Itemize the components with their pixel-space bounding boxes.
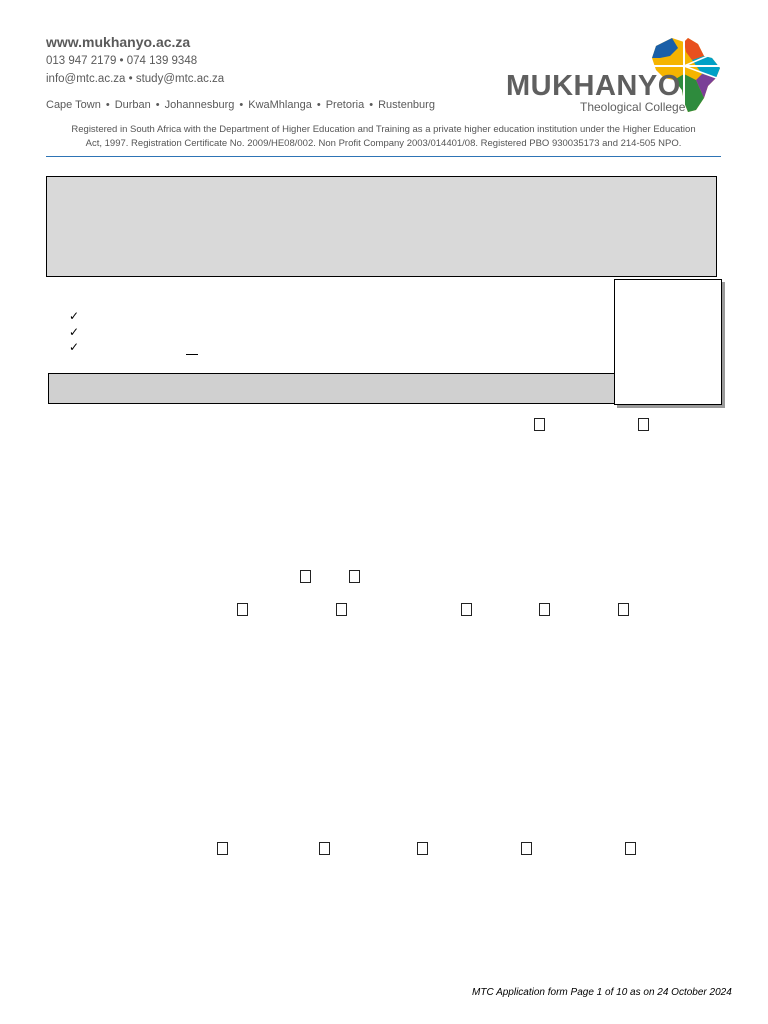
checkbox[interactable] xyxy=(521,842,532,855)
registration-statement xyxy=(46,123,721,151)
form-title-box xyxy=(46,176,717,277)
checkbox[interactable] xyxy=(618,603,629,616)
logo-wordmark: MUKHANYO xyxy=(506,70,681,102)
campus-name: Johannesburg xyxy=(164,99,235,111)
campus-name: KwaMhlanga xyxy=(248,99,312,111)
header-divider xyxy=(46,156,721,157)
passport-photo-box xyxy=(614,279,722,405)
phone-numbers: 013 947 2179 • 074 139 9348 xyxy=(46,55,198,67)
campus-name: Cape Town xyxy=(46,99,101,111)
email-addresses: info@mtc.ac.za • study@mtc.ac.za xyxy=(46,73,225,85)
checkbox[interactable] xyxy=(625,842,636,855)
requirements-checklist xyxy=(69,309,79,356)
separator-dot: • xyxy=(105,99,110,111)
checkbox[interactable] xyxy=(349,570,360,583)
registration-line: Act, 1997. Registration Certificate No. 2009/HE08/002. Non Profit Company 2003/014401/08. Registered PBO 930035173 and 214-505 NPO. xyxy=(85,138,682,149)
checkbox[interactable] xyxy=(237,603,248,616)
separator-dot: • xyxy=(369,99,374,111)
logo-subtitle: Theological College xyxy=(580,100,686,114)
checklist-tick: ✓ xyxy=(69,309,80,323)
section-header-bar xyxy=(48,373,615,404)
checkbox[interactable] xyxy=(300,570,311,583)
checkbox[interactable] xyxy=(461,603,472,616)
separator-dot: • xyxy=(316,99,321,111)
website-url[interactable]: www.mukhanyo.ac.za xyxy=(46,34,191,50)
checkbox[interactable] xyxy=(319,842,330,855)
checkbox[interactable] xyxy=(336,603,347,616)
separator-dot: • xyxy=(155,99,160,111)
checkbox[interactable] xyxy=(417,842,428,855)
registration-line: Registered in South Africa with the Department of Higher Education and Training as a private higher education institution under the Higher Education xyxy=(71,124,696,135)
checkbox[interactable] xyxy=(539,603,550,616)
campus-name: Durban xyxy=(114,99,151,111)
checkbox[interactable] xyxy=(534,418,545,431)
checkbox[interactable] xyxy=(217,842,228,855)
campus-name: Rustenburg xyxy=(378,99,435,111)
separator-dot: • xyxy=(239,99,244,111)
campus-list xyxy=(46,99,435,111)
underline-mark xyxy=(186,354,198,355)
checklist-tick: ✓ xyxy=(69,340,80,354)
college-logo xyxy=(506,34,724,116)
checkbox[interactable] xyxy=(638,418,649,431)
campus-name: Pretoria xyxy=(325,99,365,111)
page-footer: MTC Application form Page 1 of 10 as on 24 October 2024 xyxy=(472,987,732,998)
checklist-tick: ✓ xyxy=(69,324,80,339)
